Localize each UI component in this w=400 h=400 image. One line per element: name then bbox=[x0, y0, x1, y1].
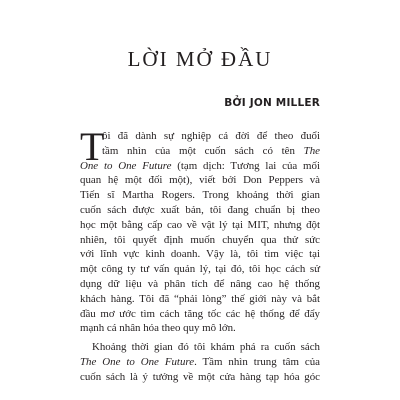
text-line bbox=[80, 173, 320, 188]
text-segment: (tạm dịch: Tương lai của mối bbox=[171, 159, 320, 172]
text-segment: tầm nhìn của một cuốn sách có tên bbox=[102, 144, 304, 157]
text-segment: học một bằng cấp cao về vật lý tại MIT, nhưng đột bbox=[80, 218, 320, 231]
paragraph-1 bbox=[80, 124, 320, 336]
text-line bbox=[80, 355, 320, 370]
text-line bbox=[80, 321, 320, 336]
drop-cap: T bbox=[80, 124, 105, 169]
text-segment: nhiên, tôi quyết định muốn chuyển qua thử sức bbox=[80, 233, 320, 246]
text-segment: dụng dữ liệu và phân tích để nâng cao hệ thống bbox=[80, 277, 320, 290]
text-line bbox=[80, 370, 320, 385]
text-segment: cuốn sách là ý tưởng về một cửa hàng tạp hóa góc bbox=[80, 370, 320, 383]
text-segment: một công ty tư vấn quản lý, tại đó, tôi học cách sử bbox=[80, 263, 320, 276]
italic-title: The One to One Future bbox=[80, 355, 195, 368]
text-line bbox=[80, 247, 320, 262]
text-line bbox=[80, 277, 320, 292]
text-segment: . Tầm nhìn trung tâm của bbox=[194, 355, 320, 368]
italic-title: The bbox=[303, 144, 320, 157]
text-line bbox=[80, 129, 320, 144]
text-line bbox=[80, 144, 320, 159]
paragraph-2 bbox=[80, 340, 320, 384]
text-segment: Tiến sĩ Martha Rogers. Trong khoảng thời gian bbox=[80, 189, 320, 202]
text-line bbox=[80, 340, 320, 355]
text-line bbox=[80, 159, 320, 174]
text-segment: quan hệ một đối một), viết bởi Don Peppers và bbox=[80, 174, 320, 187]
text-segment: Khoảng thời gian đó tôi khám phá ra cuốn sách bbox=[92, 341, 320, 354]
body-text bbox=[80, 124, 320, 385]
text-segment: cuốn sách được xuất bản, tôi đang chuẩn bị theo bbox=[80, 203, 320, 216]
paragraph-1-lines bbox=[80, 124, 320, 336]
text-segment: đầu mơ ước tìm cách tăng tốc các hệ thống để đẩy bbox=[80, 307, 320, 320]
text-segment: mạnh cá nhân hóa theo quy mô lớn. bbox=[80, 322, 236, 335]
text-segment: với lĩnh vực kinh doanh. Vậy là, tôi tìm việc tại bbox=[80, 248, 320, 261]
chapter-title: LỜI MỞ ĐẦU bbox=[127, 47, 273, 71]
text-segment: ôi đã dành sự nghiệp cả đời để theo đuổi bbox=[102, 130, 320, 142]
text-line bbox=[80, 233, 320, 248]
text-line bbox=[80, 218, 320, 233]
text-line bbox=[80, 292, 320, 307]
italic-title: One to One Future bbox=[80, 159, 172, 172]
text-line bbox=[80, 262, 320, 277]
text-line bbox=[80, 203, 320, 218]
text-line bbox=[80, 307, 320, 322]
text-line bbox=[80, 188, 320, 203]
text-segment: khách hàng. Tôi đã “phải lòng” thế giới này và bắt bbox=[80, 292, 320, 305]
author-byline: BỞI JON MILLER bbox=[224, 97, 320, 109]
